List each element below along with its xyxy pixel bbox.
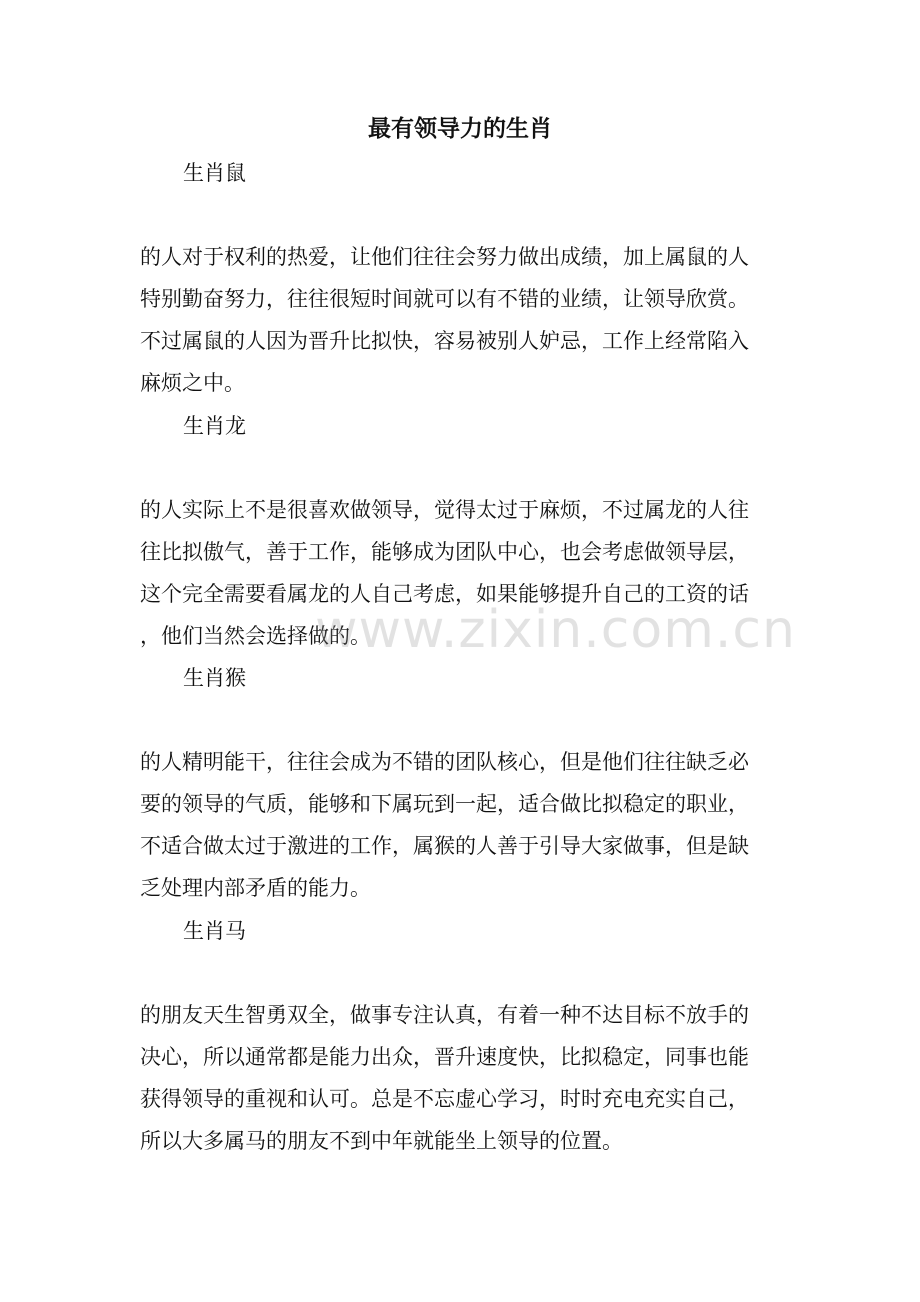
paragraph-line: 要的领导的气质，能够和下属玩到一起，适合做比拟稳定的职业， <box>140 792 749 816</box>
section-paragraph-monkey <box>140 741 780 909</box>
section-heading-monkey: 生肖猴 <box>183 666 246 690</box>
paragraph-line: 的人精明能干，往往会成为不错的团队核心，但是他们往往缺乏必 <box>140 750 749 774</box>
paragraph-line: 的人实际上不是很喜欢做领导，觉得太过于麻烦，不过属龙的人往 <box>140 498 749 522</box>
paragraph-line: 决心，所以通常都是能力出众，晋升速度快，比拟稳定，同事也能 <box>140 1045 749 1069</box>
paragraph-line: 不过属鼠的人因为晋升比拟快，容易被别人妒忌，工作上经常陷入 <box>140 329 749 353</box>
paragraph-line: 的朋友天生智勇双全，做事专注认真，有着一种不达目标不放手的 <box>140 1003 749 1027</box>
paragraph-line: 不适合做太过于激进的工作，属猴的人善于引导大家做事，但是缺 <box>140 834 749 858</box>
paragraph-line: 往比拟傲气，善于工作，能够成为团队中心，也会考虑做领导层， <box>140 540 749 564</box>
section-heading-dragon: 生肖龙 <box>183 414 246 438</box>
paragraph-line: 这个完全需要看属龙的人自己考虑，如果能够提升自己的工资的话 <box>140 582 749 606</box>
paragraph-line: 的人对于权利的热爱，让他们往往会努力做出成绩，加上属鼠的人 <box>140 245 749 269</box>
section-heading-rat: 生肖鼠 <box>183 161 246 185</box>
document-title: 最有领导力的生肖 <box>368 115 552 142</box>
paragraph-line: 乏处理内部矛盾的能力。 <box>140 876 371 900</box>
paragraph-line: 麻烦之中。 <box>140 371 245 395</box>
section-paragraph-rat <box>140 236 780 404</box>
section-paragraph-horse <box>140 994 780 1162</box>
paragraph-line: 特别勤奋努力，往往很短时间就可以有不错的业绩，让领导欣赏。 <box>140 287 749 311</box>
paragraph-line: 获得领导的重视和认可。总是不忘虚心学习，时时充电充实自己， <box>140 1087 749 1111</box>
section-heading-horse: 生肖马 <box>183 919 246 943</box>
paragraph-line: ，他们当然会选择做的。 <box>140 624 371 648</box>
section-paragraph-dragon <box>140 489 780 657</box>
paragraph-line: 所以大多属马的朋友不到中年就能坐上领导的位置。 <box>140 1129 623 1153</box>
watermark-text: www.zixin.com.cn <box>315 600 796 660</box>
